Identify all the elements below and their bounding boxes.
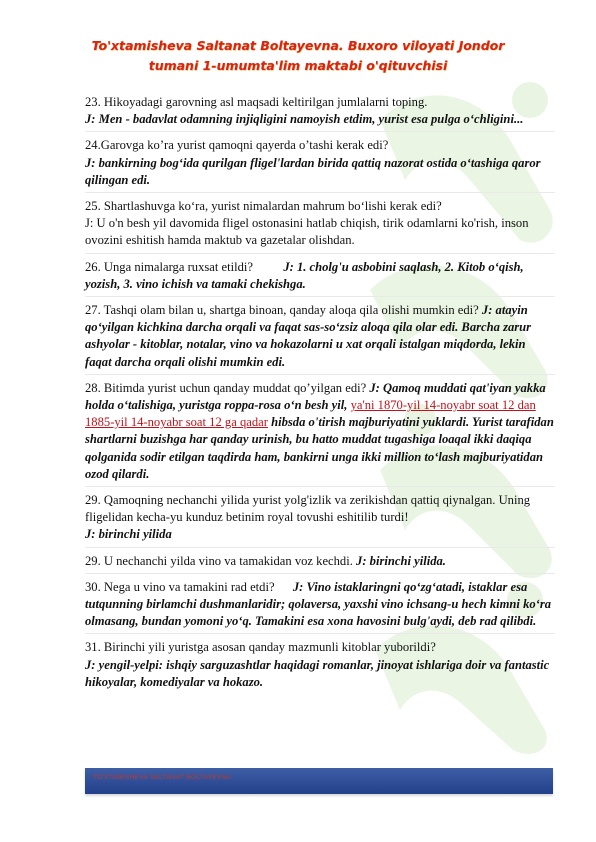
question-25 (85, 198, 555, 254)
header-line-2: tumani 1-umumta'lim maktabi o'qituvchisi (148, 58, 448, 73)
answer-text: J: bankirning bog‘ida qurilgan fligel'lardan birida qattiq nazorat ostida o‘tashiga qaror qilingan edi. (85, 155, 541, 187)
question-text: 27. Tashqi olam bilan u, shartga binoan, qanday aloqa qila olishi mumkin edi? (85, 303, 479, 318)
question-text: 23. Hikoyadagi garovning asl maqsadi keltirilgan jumlalarni toping. (85, 95, 428, 109)
question-text: 26. Unga nimalarga ruxsat etildi? (85, 259, 253, 274)
question-text: 24.Garovga ko’ra yurist qamoqni qayerda o’tashi kerak edi? (85, 138, 389, 153)
question-29b (85, 553, 555, 574)
answer-text-end: hibsda o'tirish majburiyatini yuklardi. Yurist tarafidan shartlarni buzishga har qanday urinish, bu hatto muddat tugashiga loaqal ikki daqiqa qolganida sodir etilgan taqdirda ham, bankirni unga ikki million to‘lash majburiyatidan ozod qilardi. (85, 415, 554, 481)
header-line-1: To'xtamisheva Saltanat Boltayevna. Buxoro viloyati Jondor (91, 38, 505, 53)
question-23 (85, 94, 555, 132)
question-text: 30. Nega u vino va tamakini rad etdi? (85, 579, 275, 594)
answer-text: J: birinchi yilida (85, 527, 172, 542)
answer-text: J: atayin qo‘yilgan kichkina darcha orqali va faqat sas-so‘zsiz aloqa qila olar edi. Barcha zarur ashyolar - kitoblar, notalar, vino va hokazolarni u xat orqali istalgan miqdorda, lekin faqat darcha orqali olishi mumkin edi. (85, 303, 532, 369)
answer-text-start: J: Qamoq muddati qat'iyan yakka holda o‘talishiga, yuristga roppa-rosa o‘n besh yil, (85, 380, 546, 413)
answer-text: J: yengil-yelpi: ishqiy sarguzashtlar haqidagi romanlar, jinoyat ishlariga doir va fantastic hikoyalar, komediyalar va hokazo. (85, 657, 550, 689)
answer-dates-highlight: ya'ni 1870-yil 14-noyabr soat 12 dan 1885-yil 14-noyabr soat 12 ga qadar (85, 398, 536, 430)
answer-text: J: Men - badavlat odamning injiqligini namoyish etdim, yurist esa pulga o‘chligini... (85, 112, 524, 127)
question-24 (85, 137, 555, 193)
questions-content (85, 94, 555, 699)
answer-text: J: 1. cholg'u asbobini saqlash, 2. Kitob o‘qish, yozish, 3. vino ichish va tamaki chekishga. (85, 259, 524, 291)
question-text: 25. Shartlashuvga ko‘ra, yurist nimalardan mahrum bo‘lishi kerak edi? (85, 199, 442, 214)
footer-bar (85, 768, 553, 794)
question-26 (85, 259, 555, 297)
answer-text: J: birinchi yilida. (356, 553, 446, 568)
author-header (0, 36, 596, 76)
question-text: 31. Birinchi yili yuristga asosan qanday mazmunli kitoblar yuborildi? (85, 640, 436, 655)
footer-author-text: TO'XTAMISHEVA SALTANAT BOLTAYEVNA (93, 774, 232, 781)
question-text: 29. Qamoqning nechanchi yilida yurist yolg'izlik va zerikishdan qattiq qiynalgan. Uning fligelidan kecha-yu kunduz betinim royal tovushi eshitilib turdi! (85, 493, 531, 525)
question-31 (85, 639, 555, 694)
answer-text: J: Vino istaklaringni qo‘zg‘atadi, istaklar esa tutqunning birlamchi dushmanlaridir; qolaversa, yaxshi vino ichsang-u hech kimni ko‘ra olmasang, bundan yomoni yo‘q. Tamakini esa xona havosini bulg'aydi, deb rad qilibdi. (85, 579, 552, 629)
question-30 (85, 579, 555, 635)
answer-text: J: U o'n besh yil davomida fligel ostonasini hatlab chiqish, tirik odamlarni ko'rish, inson ovozini eshitish hamda maktub va gazetalar olishdan. (85, 216, 529, 248)
question-29a (85, 492, 555, 548)
question-text: 29. U nechanchi yilda vino va tamakidan voz kechdi. (85, 553, 353, 568)
question-28 (85, 380, 555, 487)
question-text: 28. Bitimda yurist uchun qanday muddat qo’yilgan edi? (85, 380, 367, 395)
question-27 (85, 302, 555, 375)
